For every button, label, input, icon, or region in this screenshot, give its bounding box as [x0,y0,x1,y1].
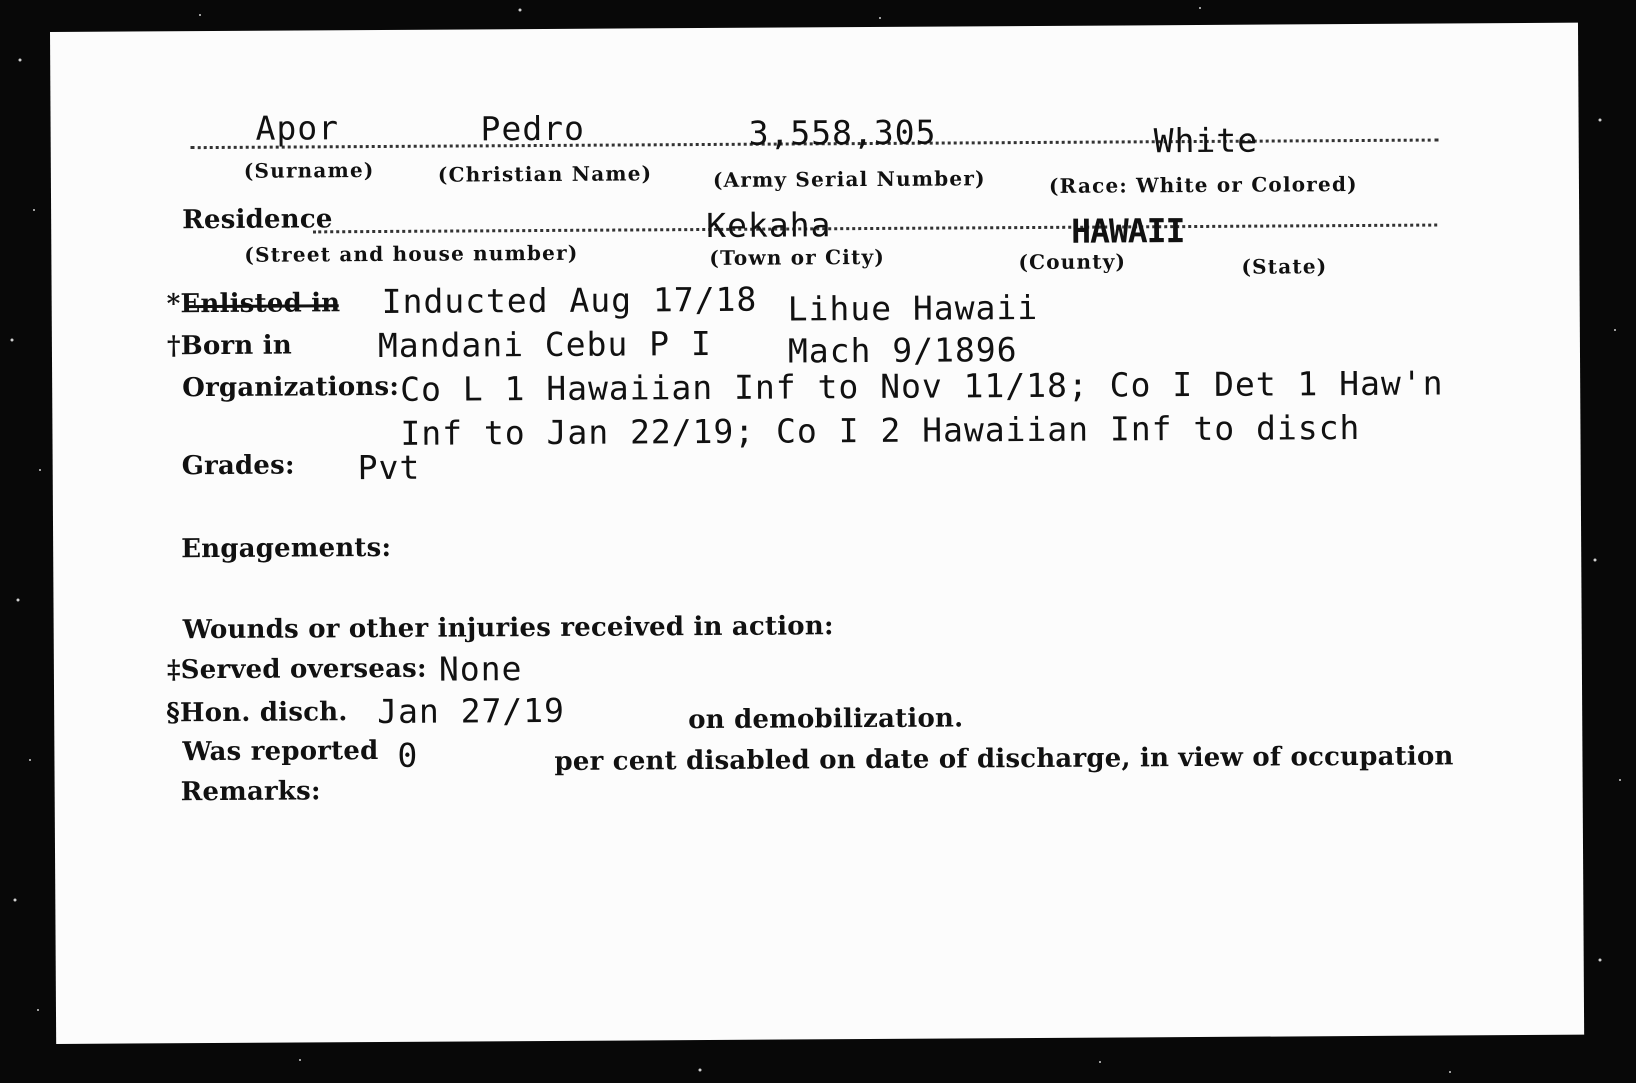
town-caption: (Town or City) [709,244,886,270]
organizations-line-1: Co L 1 Hawaiian Inf to Nov 11/18; Co I Det 1 Haw'n [400,363,1444,409]
grades-value: Pvt [357,447,421,488]
organizations-label: Organizations: [182,371,400,404]
christian-name-caption: (Christian Name) [437,161,653,187]
discharge-label: §Hon. disch. [166,697,348,729]
serial-number-value: 3,558,305 [748,112,937,153]
overseas-label: ‡Served overseas: [166,653,427,686]
organizations-line-2: Inf to Jan 22/19; Co I 2 Hawaiian Inf to disch [400,408,1361,453]
born-place: Mandani Cebu P I [377,323,712,366]
surname-caption: (Surname) [243,158,375,183]
service-record-card [50,23,1584,1044]
christian-name-value: Pedro [480,108,586,149]
disability-value: 0 [397,735,419,775]
race-value: White [1153,120,1259,161]
disability-label: Was reported [182,736,379,768]
enlisted-label-group [167,288,341,319]
town-value: Kekaha [706,205,832,245]
race-caption: (Race: White or Colored) [1048,172,1358,198]
residence-dotted-line [313,224,1437,234]
residence-label: Residence [182,204,333,236]
surname-value: Apor [255,108,340,148]
born-date: Mach 9/1896 [787,330,1018,371]
disability-suffix: per cent disabled on date of discharge, in view of occupation [554,741,1454,777]
serial-number-caption: (Army Serial Number) [712,166,986,192]
street-caption: (Street and house number) [244,240,579,267]
state-caption: (State) [1241,254,1328,279]
overseas-value: None [438,649,523,689]
wounds-label: Wounds or other injuries received in action: [182,611,834,646]
grades-label: Grades: [181,450,295,482]
remarks-label: Remarks: [180,776,321,808]
discharge-date: Jan 27/19 [377,690,566,732]
county-caption: (County) [1018,249,1127,275]
state-value: HAWAII [1071,211,1185,251]
enlisted-place: Lihue Hawaii [787,287,1039,329]
engagements-label: Engagements: [181,532,392,565]
enlisted-value: Inducted Aug 17/18 [381,279,758,321]
enlisted-mark: * [166,289,181,320]
born-label: †Born in [166,330,292,362]
enlisted-label: Enlisted in [180,288,341,320]
discharge-suffix: on demobilization. [688,703,964,736]
